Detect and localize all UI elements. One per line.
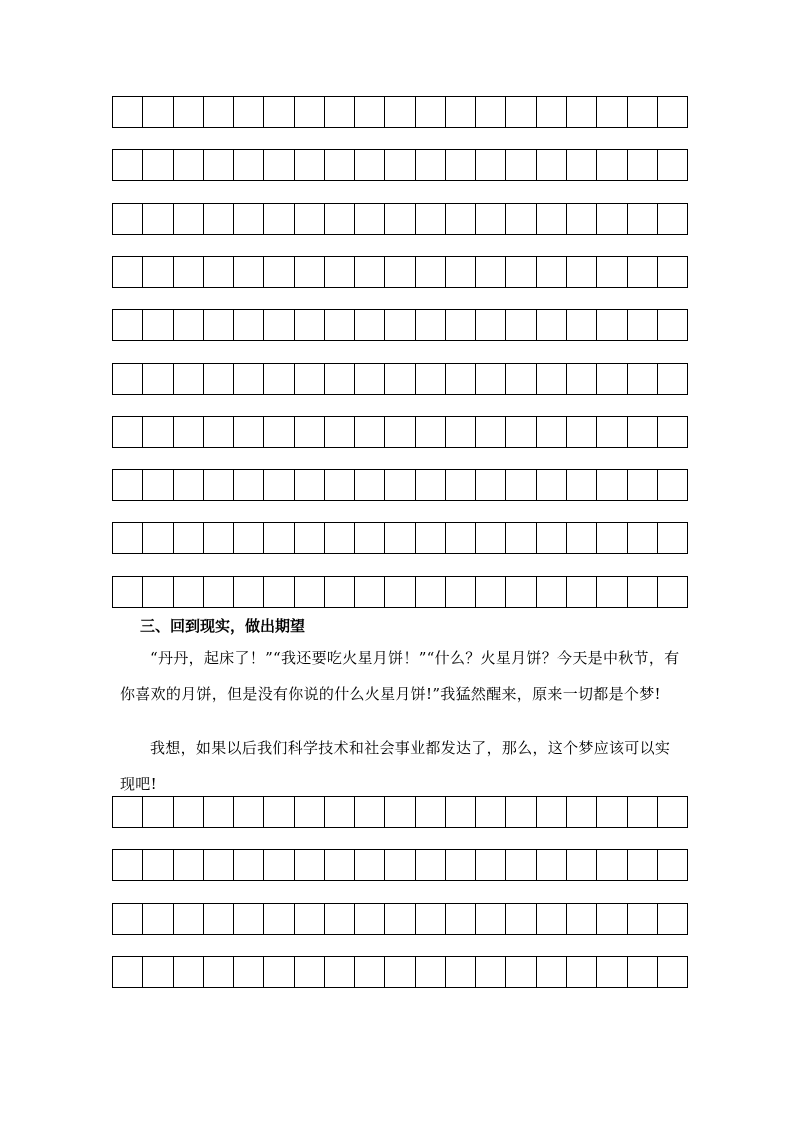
grid-cell[interactable] bbox=[658, 310, 687, 340]
grid-cell[interactable] bbox=[476, 850, 506, 880]
grid-row bbox=[112, 363, 688, 395]
grid-cell[interactable] bbox=[567, 577, 597, 607]
grid-cell[interactable] bbox=[355, 904, 385, 934]
grid-cell[interactable] bbox=[446, 904, 476, 934]
grid-cell[interactable] bbox=[385, 797, 415, 827]
grid-cell[interactable] bbox=[355, 97, 385, 127]
grid-cell[interactable] bbox=[416, 850, 446, 880]
grid-cell[interactable] bbox=[537, 957, 567, 987]
grid-cell[interactable] bbox=[325, 204, 355, 234]
grid-cell[interactable] bbox=[264, 150, 294, 180]
grid-cell[interactable] bbox=[597, 417, 627, 447]
grid-cell[interactable] bbox=[325, 904, 355, 934]
grid-cell[interactable] bbox=[628, 850, 658, 880]
grid-cell[interactable] bbox=[325, 257, 355, 287]
grid-cell[interactable] bbox=[204, 97, 234, 127]
grid-cell[interactable] bbox=[446, 417, 476, 447]
grid-cell[interactable] bbox=[113, 577, 143, 607]
grid-cell[interactable] bbox=[295, 850, 325, 880]
grid-row bbox=[112, 576, 688, 608]
grid-cell[interactable] bbox=[658, 364, 687, 394]
grid-cell[interactable] bbox=[476, 957, 506, 987]
grid-cell[interactable] bbox=[446, 470, 476, 500]
grid-cell[interactable] bbox=[143, 577, 173, 607]
grid-cell[interactable] bbox=[264, 364, 294, 394]
grid-cell[interactable] bbox=[355, 257, 385, 287]
grid-cell[interactable] bbox=[234, 310, 264, 340]
grid-cell[interactable] bbox=[658, 577, 687, 607]
grid-cell[interactable] bbox=[143, 150, 173, 180]
grid-cell[interactable] bbox=[143, 310, 173, 340]
grid-cell[interactable] bbox=[567, 904, 597, 934]
grid-cell[interactable] bbox=[385, 257, 415, 287]
grid-cell[interactable] bbox=[537, 577, 567, 607]
grid-cell[interactable] bbox=[628, 310, 658, 340]
grid-cell[interactable] bbox=[446, 797, 476, 827]
grid-cell[interactable] bbox=[264, 310, 294, 340]
grid-cell[interactable] bbox=[416, 364, 446, 394]
grid-cell[interactable] bbox=[174, 957, 204, 987]
grid-cell[interactable] bbox=[658, 257, 687, 287]
grid-cell[interactable] bbox=[234, 797, 264, 827]
grid-cell[interactable] bbox=[204, 797, 234, 827]
grid-cell[interactable] bbox=[416, 577, 446, 607]
grid-cell[interactable] bbox=[506, 850, 536, 880]
grid-cell[interactable] bbox=[537, 97, 567, 127]
grid-cell[interactable] bbox=[658, 797, 687, 827]
grid-cell[interactable] bbox=[658, 417, 687, 447]
grid-cell[interactable] bbox=[628, 470, 658, 500]
grid-cell[interactable] bbox=[143, 797, 173, 827]
grid-cell[interactable] bbox=[174, 310, 204, 340]
grid-cell[interactable] bbox=[355, 797, 385, 827]
grid-cell[interactable] bbox=[597, 577, 627, 607]
grid-cell[interactable] bbox=[325, 470, 355, 500]
grid-cell[interactable] bbox=[385, 523, 415, 553]
grid-cell[interactable] bbox=[143, 470, 173, 500]
grid-cell[interactable] bbox=[416, 904, 446, 934]
grid-cell[interactable] bbox=[204, 577, 234, 607]
grid-cell[interactable] bbox=[143, 850, 173, 880]
grid-cell[interactable] bbox=[506, 204, 536, 234]
grid-cell[interactable] bbox=[234, 850, 264, 880]
grid-cell[interactable] bbox=[295, 150, 325, 180]
grid-cell[interactable] bbox=[416, 470, 446, 500]
grid-cell[interactable] bbox=[325, 364, 355, 394]
grid-cell[interactable] bbox=[113, 97, 143, 127]
grid-cell[interactable] bbox=[234, 97, 264, 127]
grid-cell[interactable] bbox=[628, 797, 658, 827]
grid-cell[interactable] bbox=[506, 470, 536, 500]
grid-cell[interactable] bbox=[234, 957, 264, 987]
grid-cell[interactable] bbox=[204, 904, 234, 934]
grid-row bbox=[112, 849, 688, 881]
grid-cell[interactable] bbox=[537, 850, 567, 880]
grid-cell[interactable] bbox=[355, 204, 385, 234]
grid-row bbox=[112, 149, 688, 181]
grid-row bbox=[112, 96, 688, 128]
grid-cell[interactable] bbox=[506, 364, 536, 394]
grid-cell[interactable] bbox=[658, 904, 687, 934]
grid-cell[interactable] bbox=[204, 257, 234, 287]
grid-cell[interactable] bbox=[416, 204, 446, 234]
grid-cell[interactable] bbox=[476, 904, 506, 934]
grid-cell[interactable] bbox=[264, 523, 294, 553]
grid-cell[interactable] bbox=[537, 417, 567, 447]
grid-cell[interactable] bbox=[264, 97, 294, 127]
grid-cell[interactable] bbox=[113, 364, 143, 394]
grid-cell[interactable] bbox=[295, 364, 325, 394]
grid-cell[interactable] bbox=[597, 150, 627, 180]
grid-cell[interactable] bbox=[325, 577, 355, 607]
grid-cell[interactable] bbox=[113, 204, 143, 234]
grid-cell[interactable] bbox=[385, 850, 415, 880]
grid-cell[interactable] bbox=[355, 577, 385, 607]
grid-cell[interactable] bbox=[597, 957, 627, 987]
grid-cell[interactable] bbox=[567, 204, 597, 234]
grid-cell[interactable] bbox=[446, 957, 476, 987]
grid-cell[interactable] bbox=[113, 470, 143, 500]
grid-cell[interactable] bbox=[295, 204, 325, 234]
grid-cell[interactable] bbox=[416, 150, 446, 180]
grid-cell[interactable] bbox=[355, 310, 385, 340]
grid-cell[interactable] bbox=[264, 204, 294, 234]
grid-cell[interactable] bbox=[113, 904, 143, 934]
grid-cell[interactable] bbox=[537, 204, 567, 234]
grid-cell[interactable] bbox=[174, 470, 204, 500]
grid-cell[interactable] bbox=[567, 850, 597, 880]
grid-cell[interactable] bbox=[416, 417, 446, 447]
grid-cell[interactable] bbox=[234, 904, 264, 934]
grid-cell[interactable] bbox=[476, 417, 506, 447]
grid-cell[interactable] bbox=[628, 364, 658, 394]
grid-cell[interactable] bbox=[446, 577, 476, 607]
grid-cell[interactable] bbox=[355, 150, 385, 180]
grid-cell[interactable] bbox=[446, 364, 476, 394]
grid-cell[interactable] bbox=[446, 523, 476, 553]
grid-cell[interactable] bbox=[537, 904, 567, 934]
grid-row bbox=[112, 469, 688, 501]
grid-cell[interactable] bbox=[385, 470, 415, 500]
grid-cell[interactable] bbox=[174, 417, 204, 447]
grid-cell[interactable] bbox=[628, 150, 658, 180]
grid-cell[interactable] bbox=[506, 797, 536, 827]
grid-row bbox=[112, 903, 688, 935]
grid-cell[interactable] bbox=[325, 797, 355, 827]
grid-cell[interactable] bbox=[174, 797, 204, 827]
grid-cell[interactable] bbox=[506, 904, 536, 934]
grid-cell[interactable] bbox=[597, 797, 627, 827]
grid-cell[interactable] bbox=[355, 417, 385, 447]
grid-row bbox=[112, 256, 688, 288]
grid-cell[interactable] bbox=[476, 97, 506, 127]
grid-cell[interactable] bbox=[567, 97, 597, 127]
grid-cell[interactable] bbox=[295, 957, 325, 987]
grid-cell[interactable] bbox=[385, 204, 415, 234]
grid-cell[interactable] bbox=[325, 97, 355, 127]
grid-row bbox=[112, 956, 688, 988]
grid-cell[interactable] bbox=[506, 257, 536, 287]
grid-cell[interactable] bbox=[506, 957, 536, 987]
grid-cell[interactable] bbox=[658, 850, 687, 880]
grid-cell[interactable] bbox=[264, 257, 294, 287]
grid-cell[interactable] bbox=[476, 577, 506, 607]
grid-cell[interactable] bbox=[476, 797, 506, 827]
grid-cell[interactable] bbox=[416, 523, 446, 553]
grid-cell[interactable] bbox=[385, 150, 415, 180]
grid-cell[interactable] bbox=[416, 957, 446, 987]
grid-cell[interactable] bbox=[143, 523, 173, 553]
grid-cell[interactable] bbox=[567, 957, 597, 987]
grid-cell[interactable] bbox=[113, 310, 143, 340]
grid-cell[interactable] bbox=[446, 150, 476, 180]
grid-cell[interactable] bbox=[204, 523, 234, 553]
grid-cell[interactable] bbox=[295, 310, 325, 340]
grid-cell[interactable] bbox=[355, 470, 385, 500]
grid-cell[interactable] bbox=[476, 257, 506, 287]
grid-cell[interactable] bbox=[264, 417, 294, 447]
grid-cell[interactable] bbox=[234, 523, 264, 553]
grid-cell[interactable] bbox=[174, 364, 204, 394]
grid-cell[interactable] bbox=[174, 850, 204, 880]
grid-cell[interactable] bbox=[325, 523, 355, 553]
grid-cell[interactable] bbox=[628, 904, 658, 934]
grid-cell[interactable] bbox=[446, 310, 476, 340]
paragraph-wish: 我想，如果以后我们科学技术和社会事业都发达了，那么，这个梦应该可以实现吧! bbox=[120, 739, 671, 793]
grid-cell[interactable] bbox=[537, 257, 567, 287]
grid-cell[interactable] bbox=[295, 417, 325, 447]
grid-cell[interactable] bbox=[446, 97, 476, 127]
grid-cell[interactable] bbox=[234, 257, 264, 287]
grid-cell[interactable] bbox=[567, 310, 597, 340]
grid-cell[interactable] bbox=[264, 577, 294, 607]
grid-cell[interactable] bbox=[264, 797, 294, 827]
grid-cell[interactable] bbox=[295, 470, 325, 500]
grid-cell[interactable] bbox=[628, 577, 658, 607]
grid-cell[interactable] bbox=[567, 797, 597, 827]
grid-cell[interactable] bbox=[537, 470, 567, 500]
grid-cell[interactable] bbox=[113, 150, 143, 180]
grid-cell[interactable] bbox=[658, 97, 687, 127]
grid-cell[interactable] bbox=[537, 364, 567, 394]
grid-cell[interactable] bbox=[658, 957, 687, 987]
grid-cell[interactable] bbox=[325, 417, 355, 447]
grid-cell[interactable] bbox=[325, 310, 355, 340]
grid-cell[interactable] bbox=[204, 850, 234, 880]
grid-cell[interactable] bbox=[355, 523, 385, 553]
grid-cell[interactable] bbox=[234, 417, 264, 447]
grid-cell[interactable] bbox=[416, 97, 446, 127]
grid-cell[interactable] bbox=[385, 957, 415, 987]
grid-cell[interactable] bbox=[658, 150, 687, 180]
grid-cell[interactable] bbox=[204, 310, 234, 340]
grid-cell[interactable] bbox=[174, 577, 204, 607]
grid-cell[interactable] bbox=[385, 577, 415, 607]
grid-cell[interactable] bbox=[476, 470, 506, 500]
grid-cell[interactable] bbox=[143, 204, 173, 234]
grid-cell[interactable] bbox=[537, 150, 567, 180]
grid-cell[interactable] bbox=[537, 523, 567, 553]
grid-cell[interactable] bbox=[385, 904, 415, 934]
grid-cell[interactable] bbox=[355, 850, 385, 880]
grid-row bbox=[112, 309, 688, 341]
grid-cell[interactable] bbox=[597, 364, 627, 394]
grid-cell[interactable] bbox=[234, 204, 264, 234]
grid-cell[interactable] bbox=[416, 257, 446, 287]
grid-cell[interactable] bbox=[385, 417, 415, 447]
grid-cell[interactable] bbox=[628, 957, 658, 987]
grid-cell[interactable] bbox=[204, 417, 234, 447]
grid-cell[interactable] bbox=[325, 957, 355, 987]
grid-cell[interactable] bbox=[506, 97, 536, 127]
grid-cell[interactable] bbox=[204, 204, 234, 234]
grid-cell[interactable] bbox=[628, 417, 658, 447]
grid-cell[interactable] bbox=[385, 97, 415, 127]
grid-cell[interactable] bbox=[295, 577, 325, 607]
grid-cell[interactable] bbox=[658, 523, 687, 553]
grid-cell[interactable] bbox=[537, 797, 567, 827]
grid-cell[interactable] bbox=[446, 257, 476, 287]
grid-cell[interactable] bbox=[628, 204, 658, 234]
grid-cell[interactable] bbox=[295, 257, 325, 287]
grid-cell[interactable] bbox=[234, 364, 264, 394]
grid-cell[interactable] bbox=[143, 364, 173, 394]
grid-cell[interactable] bbox=[234, 470, 264, 500]
grid-cell[interactable] bbox=[174, 904, 204, 934]
grid-row bbox=[112, 796, 688, 828]
grid-cell[interactable] bbox=[385, 364, 415, 394]
grid-cell[interactable] bbox=[113, 797, 143, 827]
grid-cell[interactable] bbox=[143, 417, 173, 447]
grid-cell[interactable] bbox=[658, 470, 687, 500]
grid-cell[interactable] bbox=[476, 523, 506, 553]
grid-cell[interactable] bbox=[597, 850, 627, 880]
grid-cell[interactable] bbox=[234, 577, 264, 607]
grid-cell[interactable] bbox=[628, 257, 658, 287]
grid-cell[interactable] bbox=[264, 850, 294, 880]
grid-cell[interactable] bbox=[476, 364, 506, 394]
grid-cell[interactable] bbox=[355, 364, 385, 394]
grid-cell[interactable] bbox=[506, 577, 536, 607]
grid-cell[interactable] bbox=[506, 150, 536, 180]
grid-cell[interactable] bbox=[113, 523, 143, 553]
grid-cell[interactable] bbox=[264, 470, 294, 500]
grid-cell[interactable] bbox=[597, 470, 627, 500]
grid-cell[interactable] bbox=[416, 310, 446, 340]
grid-cell[interactable] bbox=[597, 97, 627, 127]
grid-cell[interactable] bbox=[446, 204, 476, 234]
grid-cell[interactable] bbox=[143, 257, 173, 287]
grid-row bbox=[112, 522, 688, 554]
grid-cell[interactable] bbox=[476, 204, 506, 234]
grid-cell[interactable] bbox=[295, 904, 325, 934]
grid-cell[interactable] bbox=[264, 957, 294, 987]
grid-cell[interactable] bbox=[567, 150, 597, 180]
grid-cell[interactable] bbox=[597, 904, 627, 934]
grid-cell[interactable] bbox=[143, 957, 173, 987]
grid-cell[interactable] bbox=[174, 523, 204, 553]
grid-cell[interactable] bbox=[567, 257, 597, 287]
grid-cell[interactable] bbox=[113, 957, 143, 987]
grid-cell[interactable] bbox=[113, 417, 143, 447]
grid-cell[interactable] bbox=[204, 957, 234, 987]
grid-cell[interactable] bbox=[416, 797, 446, 827]
grid-cell[interactable] bbox=[476, 150, 506, 180]
grid-cell[interactable] bbox=[174, 150, 204, 180]
grid-cell[interactable] bbox=[295, 523, 325, 553]
grid-cell[interactable] bbox=[113, 257, 143, 287]
grid-cell[interactable] bbox=[174, 97, 204, 127]
grid-cell[interactable] bbox=[476, 310, 506, 340]
grid-cell[interactable] bbox=[174, 257, 204, 287]
grid-cell[interactable] bbox=[355, 957, 385, 987]
grid-cell[interactable] bbox=[597, 257, 627, 287]
grid-cell[interactable] bbox=[264, 904, 294, 934]
grid-row bbox=[112, 203, 688, 235]
grid-cell[interactable] bbox=[628, 97, 658, 127]
grid-cell[interactable] bbox=[506, 310, 536, 340]
grid-cell[interactable] bbox=[567, 417, 597, 447]
grid-cell[interactable] bbox=[597, 310, 627, 340]
grid-cell[interactable] bbox=[113, 850, 143, 880]
grid-cell[interactable] bbox=[143, 904, 173, 934]
grid-cell[interactable] bbox=[506, 417, 536, 447]
grid-cell[interactable] bbox=[295, 797, 325, 827]
section-heading: 三、回到现实，做出期望 bbox=[140, 617, 306, 635]
grid-cell[interactable] bbox=[295, 97, 325, 127]
grid-cell[interactable] bbox=[658, 204, 687, 234]
grid-cell[interactable] bbox=[597, 204, 627, 234]
grid-cell[interactable] bbox=[537, 310, 567, 340]
grid-cell[interactable] bbox=[234, 150, 264, 180]
grid-cell[interactable] bbox=[385, 310, 415, 340]
grid-cell[interactable] bbox=[506, 523, 536, 553]
grid-cell[interactable] bbox=[567, 523, 597, 553]
grid-cell[interactable] bbox=[325, 850, 355, 880]
grid-cell[interactable] bbox=[204, 364, 234, 394]
grid-cell[interactable] bbox=[204, 470, 234, 500]
grid-cell[interactable] bbox=[446, 850, 476, 880]
grid-cell[interactable] bbox=[325, 150, 355, 180]
paragraph-dream-dialogue: “丹丹，起床了！”“我还要吃火星月饼！”“什么？火星月饼？今天是中秋节，有你喜欢的月饼，但是没有你说的什么火星月饼!”我猛然醒来，原来一切都是个梦! bbox=[120, 649, 680, 703]
grid-cell[interactable] bbox=[597, 523, 627, 553]
grid-cell[interactable] bbox=[567, 364, 597, 394]
grid-cell[interactable] bbox=[628, 523, 658, 553]
grid-cell[interactable] bbox=[174, 204, 204, 234]
grid-cell[interactable] bbox=[567, 470, 597, 500]
grid-row bbox=[112, 416, 688, 448]
grid-cell[interactable] bbox=[204, 150, 234, 180]
grid-cell[interactable] bbox=[143, 97, 173, 127]
